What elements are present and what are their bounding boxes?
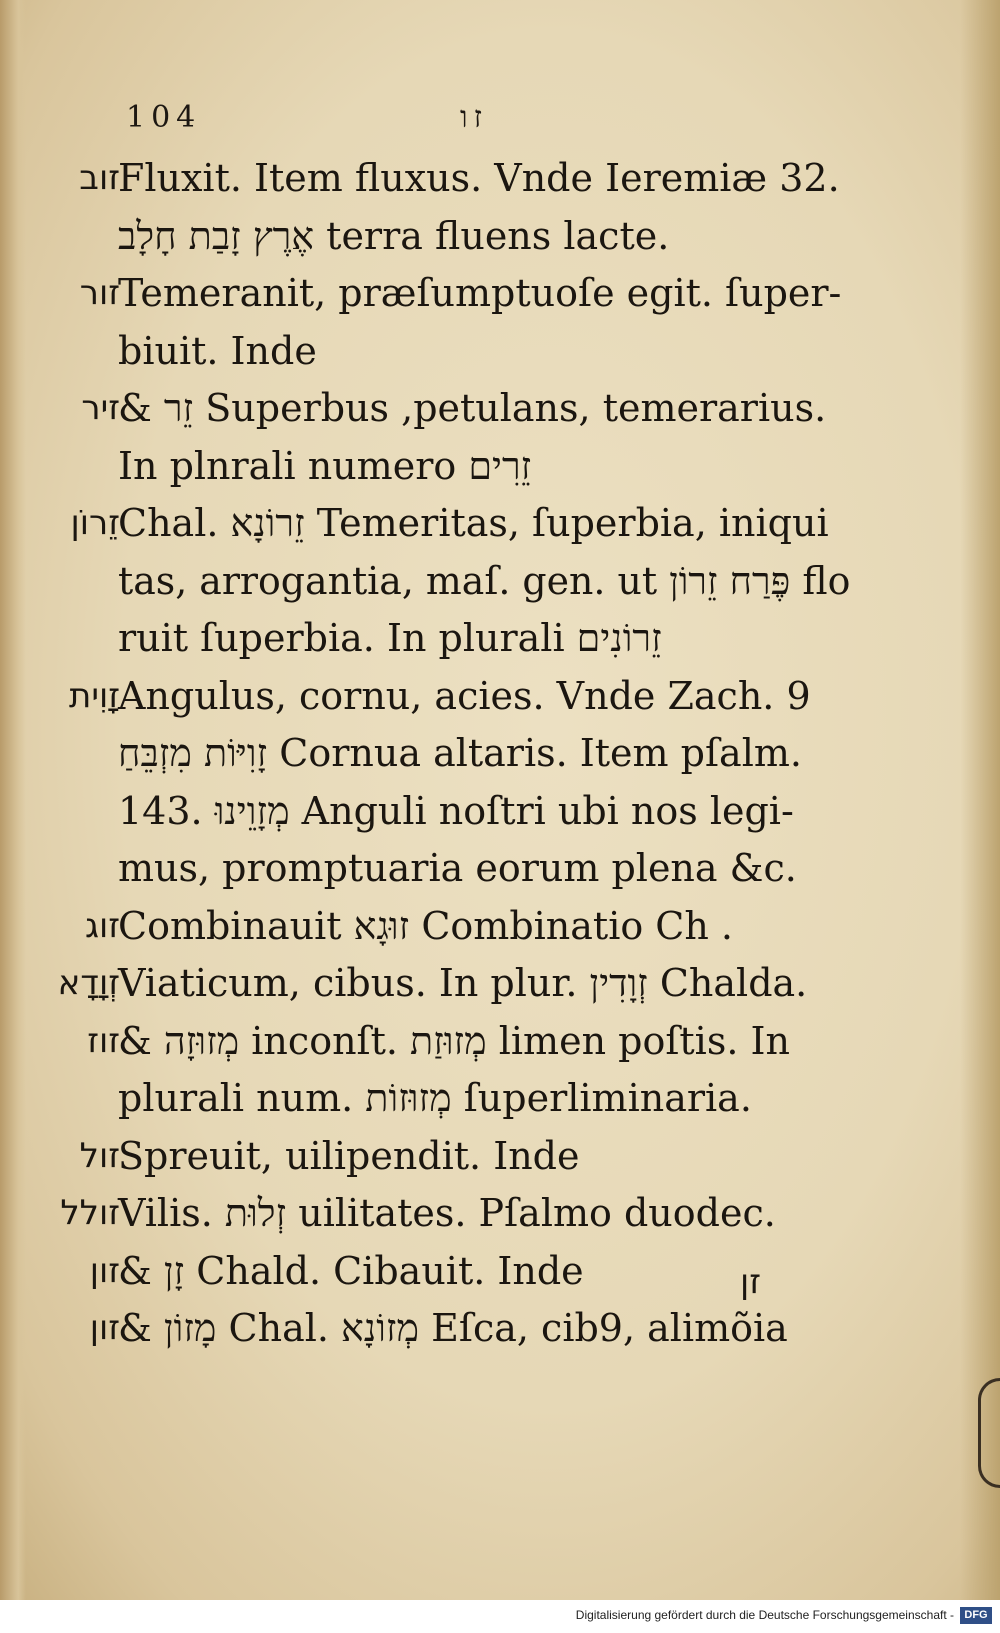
digitization-footer xyxy=(0,1600,1000,1633)
line-text: & מָזוֹן Chal. מְזוֹנָא Eſca, cib9, alimõia xyxy=(118,1306,788,1350)
text-line xyxy=(0,838,1000,898)
line-text: biuit. Inde xyxy=(118,328,317,373)
text-line xyxy=(0,206,1000,266)
margin-headword: זולל xyxy=(60,1193,120,1233)
margin-headword: זָוִית xyxy=(69,675,120,716)
text-line xyxy=(0,896,1000,956)
line-text: tas, arrogantia, maſ. gen. ut פֶּרַח זֵרוֹן flo xyxy=(118,558,851,603)
line-text: mus, promptuaria eorum plena &c. xyxy=(118,846,797,890)
line-text: 143. מְזָוֵינוּ Anguli noſtri ubi nos legi- xyxy=(118,788,794,833)
margin-headword: זור xyxy=(79,273,120,313)
line-text: Viaticum, cibus. In plur. זְוָדִין Chalda. xyxy=(118,961,808,1005)
line-text: זָוִיּוֹת מִזְבֵּחַ Cornua altaris. Item pſalm. xyxy=(118,731,802,775)
line-text: In plnrali numero זֵרִים xyxy=(118,443,532,488)
text-line xyxy=(0,263,1000,323)
dfg-logo: DFG xyxy=(960,1607,992,1624)
line-text: Temeranit, præſumptuoſe egit. ſuper- xyxy=(118,271,842,315)
line-text: Chal. זֵרוֹנָא Temeritas, ſuperbia, iniqui xyxy=(118,501,829,545)
text-line xyxy=(0,608,1000,668)
text-line xyxy=(0,1241,1000,1301)
line-text: ruit ſuperbia. In plurali זֵרוֹנִים xyxy=(118,616,662,660)
text-line xyxy=(0,493,1000,553)
line-text: אֶרֶץ זָבַת חָלָב terra fluens lacte. xyxy=(118,213,670,258)
margin-headword: זון xyxy=(89,1308,120,1348)
margin-headword: זוב xyxy=(79,158,120,198)
text-line xyxy=(0,321,1000,381)
margin-headword: זוז xyxy=(87,1020,120,1061)
line-text: plurali num. מְזוּזוֹת ſuperliminaria. xyxy=(118,1076,752,1120)
text-line xyxy=(0,1298,1000,1358)
text-line xyxy=(0,1011,1000,1071)
margin-headword: זול xyxy=(79,1135,120,1176)
line-text: & מְזוּזָה inconſt. מְזוּזַת limen poſtis. In xyxy=(118,1018,790,1063)
text-line xyxy=(0,1126,1000,1186)
catchword: זן xyxy=(740,1262,762,1302)
text-line xyxy=(0,723,1000,783)
page-number: 104 xyxy=(126,100,202,135)
line-text: Spreuit, uilipendit. Inde xyxy=(118,1133,580,1178)
text-line xyxy=(0,953,1000,1013)
text-line xyxy=(0,551,1000,611)
margin-headword: זוג xyxy=(84,905,120,946)
margin-headword: זיר xyxy=(81,388,120,428)
line-text: Vilis. זְלוּת uilitates. Pſalmo duodec. xyxy=(118,1191,776,1235)
text-line xyxy=(0,666,1000,726)
footer-credit: Digitalisierung gefördert durch die Deutsche Forschungsgemeinschaft - xyxy=(575,1608,954,1622)
line-text: & זֵר Superbus ,petulans, temerarius. xyxy=(118,386,827,430)
text-line xyxy=(0,148,1000,208)
margin-headword: זון xyxy=(89,1250,120,1291)
margin-headword: זְוָדָא xyxy=(57,963,120,1003)
line-text: Angulus, cornu, acies. Vnde Zach. 9 xyxy=(118,673,811,718)
line-text: Combinauit זוּגָא Combinatio Ch . xyxy=(118,903,734,948)
text-line xyxy=(0,1068,1000,1128)
line-text: Fluxit. Item fluxus. Vnde Ieremiæ 32. xyxy=(118,156,840,200)
text-line xyxy=(0,781,1000,841)
text-line xyxy=(0,436,1000,496)
line-text: & זָן Chald. Cibauit. Inde xyxy=(118,1248,584,1293)
text-line xyxy=(0,1183,1000,1243)
margin-headword: זֵרוֹן xyxy=(70,503,120,543)
running-head: זו xyxy=(460,100,489,135)
page-clip-mark xyxy=(978,1378,1000,1488)
text-line xyxy=(0,378,1000,438)
